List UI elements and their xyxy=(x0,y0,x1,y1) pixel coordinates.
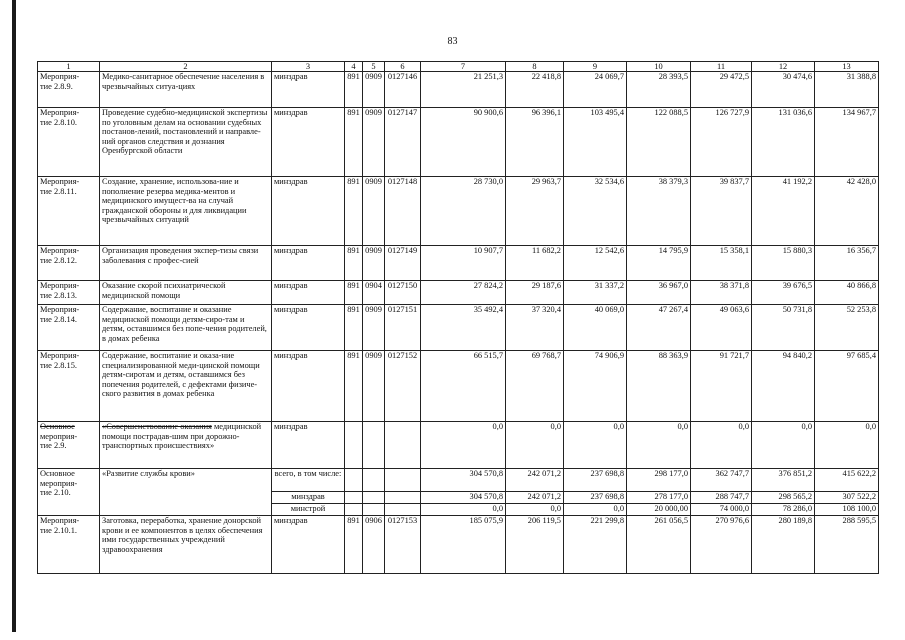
row-agency: всего, в том числе: xyxy=(272,469,345,492)
row-value: 74 000,0 xyxy=(691,504,752,516)
row-code: 0909 xyxy=(363,108,385,177)
row-agency: минздрав xyxy=(272,305,345,351)
row-value: 36 967,0 xyxy=(627,281,691,305)
row-value: 31 337,2 xyxy=(564,281,627,305)
row-code: 891 xyxy=(345,281,363,305)
row-value: 242 071,2 xyxy=(506,492,564,504)
row-agency: минстрой xyxy=(272,504,345,516)
row-code: 891 xyxy=(345,177,363,246)
row-value: 24 069,7 xyxy=(564,72,627,108)
table-row xyxy=(38,72,879,108)
row-code xyxy=(363,504,385,516)
row-code: 0906 xyxy=(363,516,385,574)
row-value: 39 837,7 xyxy=(691,177,752,246)
row-value: 15 358,1 xyxy=(691,246,752,281)
row-value: 29 187,6 xyxy=(506,281,564,305)
row-value: 298 565,2 xyxy=(752,492,815,504)
col-num: 6 xyxy=(385,62,421,72)
row-value: 29 963,7 xyxy=(506,177,564,246)
row-value: 131 036,6 xyxy=(752,108,815,177)
row-value: 22 418,8 xyxy=(506,72,564,108)
col-num: 3 xyxy=(272,62,345,72)
row-value: 103 495,4 xyxy=(564,108,627,177)
col-num: 5 xyxy=(363,62,385,72)
row-name: Организация проведения экспер-тизы связи заболевания с профес-сией xyxy=(100,246,272,281)
row-id-struck: Основное xyxy=(40,422,75,432)
row-value: 221 299,8 xyxy=(564,516,627,574)
row-value: 97 685,4 xyxy=(815,351,879,422)
row-agency: минздрав xyxy=(272,492,345,504)
row-id: Мероприя- тие 2.10.1. xyxy=(38,516,100,574)
row-code xyxy=(385,422,421,469)
col-num: 11 xyxy=(691,62,752,72)
row-value: 0,0 xyxy=(627,422,691,469)
row-value: 206 119,5 xyxy=(506,516,564,574)
row-code xyxy=(345,469,363,492)
row-value: 0,0 xyxy=(564,504,627,516)
row-value: 50 731,8 xyxy=(752,305,815,351)
row-value: 27 824,2 xyxy=(421,281,506,305)
row-code xyxy=(363,469,385,492)
row-value: 96 396,1 xyxy=(506,108,564,177)
row-value: 122 088,5 xyxy=(627,108,691,177)
row-code xyxy=(345,492,363,504)
row-value: 37 320,4 xyxy=(506,305,564,351)
row-code xyxy=(385,492,421,504)
row-code: 0127151 xyxy=(385,305,421,351)
col-num: 13 xyxy=(815,62,879,72)
col-num: 12 xyxy=(752,62,815,72)
row-name: Создание, хранение, использова-ние и пополнение резерва медика-ментов и медицинского имущест-ва на случай гражданской обороны и для ликвидации чрезвычайных ситуаций xyxy=(100,177,272,246)
row-value: 0,0 xyxy=(815,422,879,469)
row-id-rest: мероприя- тие 2.9. xyxy=(40,431,78,451)
table-row xyxy=(38,246,879,281)
row-code: 0127150 xyxy=(385,281,421,305)
row-code: 891 xyxy=(345,516,363,574)
col-num: 4 xyxy=(345,62,363,72)
col-num: 1 xyxy=(38,62,100,72)
row-value: 0,0 xyxy=(421,422,506,469)
col-num: 2 xyxy=(100,62,272,72)
row-id: Мероприя- тие 2.8.14. xyxy=(38,305,100,351)
row-value: 10 907,7 xyxy=(421,246,506,281)
row-value: 0,0 xyxy=(564,422,627,469)
row-code: 0127152 xyxy=(385,351,421,422)
row-name: Содержание, воспитание и оказа-ние специализированной меди-цинской помощи детям-сиротам и детям, оставшимся без попечения родителей, с дефектами физиче-ского развития в домах ребенка xyxy=(100,351,272,422)
row-value: 15 880,3 xyxy=(752,246,815,281)
row-agency: минздрав xyxy=(272,281,345,305)
row-value: 261 056,5 xyxy=(627,516,691,574)
row-value: 74 906,9 xyxy=(564,351,627,422)
row-value: 41 192,2 xyxy=(752,177,815,246)
row-name xyxy=(100,422,272,469)
table-row xyxy=(38,516,879,574)
row-id: Мероприя- тие 2.8.13. xyxy=(38,281,100,305)
row-value: 69 768,7 xyxy=(506,351,564,422)
row-value: 35 492,4 xyxy=(421,305,506,351)
row-code: 891 xyxy=(345,108,363,177)
row-value: 270 976,6 xyxy=(691,516,752,574)
table-row xyxy=(38,281,879,305)
row-code xyxy=(363,422,385,469)
row-value: 78 286,0 xyxy=(752,504,815,516)
table-row xyxy=(38,422,879,469)
row-code: 0904 xyxy=(363,281,385,305)
row-id: Мероприя- тие 2.8.12. xyxy=(38,246,100,281)
row-value: 11 682,2 xyxy=(506,246,564,281)
row-value: 29 472,5 xyxy=(691,72,752,108)
row-code xyxy=(385,469,421,492)
row-id: Основное мероприя- тие 2.10. xyxy=(38,469,100,516)
row-value: 185 075,9 xyxy=(421,516,506,574)
row-value: 134 967,7 xyxy=(815,108,879,177)
table-row xyxy=(38,469,879,492)
row-id: Мероприя- тие 2.8.10. xyxy=(38,108,100,177)
row-id: Мероприя- тие 2.8.9. xyxy=(38,72,100,108)
row-value: 415 622,2 xyxy=(815,469,879,492)
row-value: 0,0 xyxy=(506,422,564,469)
row-value: 28 730,0 xyxy=(421,177,506,246)
row-value: 0,0 xyxy=(506,504,564,516)
col-num: 10 xyxy=(627,62,691,72)
row-value: 38 379,3 xyxy=(627,177,691,246)
row-code xyxy=(385,504,421,516)
row-value: 108 100,0 xyxy=(815,504,879,516)
row-value: 280 189,8 xyxy=(752,516,815,574)
row-value: 21 251,3 xyxy=(421,72,506,108)
row-value: 298 177,0 xyxy=(627,469,691,492)
row-code: 891 xyxy=(345,72,363,108)
row-name-rest: медицинской помощи пострадав-шим при дорожно-транспортных происшествиях» xyxy=(102,422,262,451)
row-value: 49 063,6 xyxy=(691,305,752,351)
row-code xyxy=(345,504,363,516)
row-value: 31 388,8 xyxy=(815,72,879,108)
row-value: 47 267,4 xyxy=(627,305,691,351)
row-value: 14 795,9 xyxy=(627,246,691,281)
row-code xyxy=(363,492,385,504)
row-code: 0127153 xyxy=(385,516,421,574)
row-code: 0909 xyxy=(363,305,385,351)
row-value: 0,0 xyxy=(752,422,815,469)
row-code: 891 xyxy=(345,246,363,281)
row-code: 0909 xyxy=(363,72,385,108)
row-name: Заготовка, переработка, хранение донорской крови и ее компонентов в целях обеспечения ими государственных учреждений здравоохранения xyxy=(100,516,272,574)
col-num: 9 xyxy=(564,62,627,72)
row-value: 88 363,9 xyxy=(627,351,691,422)
table-row xyxy=(38,177,879,246)
row-value: 91 721,7 xyxy=(691,351,752,422)
row-value: 0,0 xyxy=(691,422,752,469)
col-num: 8 xyxy=(506,62,564,72)
row-agency: минздрав xyxy=(272,516,345,574)
row-value: 237 698,8 xyxy=(564,492,627,504)
row-code: 0909 xyxy=(363,177,385,246)
row-code: 891 xyxy=(345,351,363,422)
row-value: 94 840,2 xyxy=(752,351,815,422)
row-name: Оказание скорой психиатрической медицинской помощи xyxy=(100,281,272,305)
row-code: 0909 xyxy=(363,351,385,422)
row-value: 38 371,8 xyxy=(691,281,752,305)
scan-edge-bar xyxy=(12,0,16,632)
row-value: 126 727,9 xyxy=(691,108,752,177)
row-id: Мероприя- тие 2.8.15. xyxy=(38,351,100,422)
row-code: 0127146 xyxy=(385,72,421,108)
row-value: 40 069,0 xyxy=(564,305,627,351)
table-row xyxy=(38,305,879,351)
row-value: 304 570,8 xyxy=(421,469,506,492)
row-value: 304 570,8 xyxy=(421,492,506,504)
row-value: 278 177,0 xyxy=(627,492,691,504)
row-name: Содержание, воспитание и оказание медицинской помощи детям-сиро-там и детям, оставшимся без попе-чения родителей, в домах ребенка xyxy=(100,305,272,351)
row-code xyxy=(345,422,363,469)
row-agency: минздрав xyxy=(272,246,345,281)
row-value: 20 000,00 xyxy=(627,504,691,516)
row-value: 242 071,2 xyxy=(506,469,564,492)
table-row xyxy=(38,351,879,422)
row-value: 90 900,6 xyxy=(421,108,506,177)
row-agency: минздрав xyxy=(272,72,345,108)
row-name-struck: «Совершенствование оказания xyxy=(102,422,212,432)
row-value: 376 851,2 xyxy=(752,469,815,492)
row-value: 30 474,6 xyxy=(752,72,815,108)
row-agency: минздрав xyxy=(272,351,345,422)
row-agency: минздрав xyxy=(272,108,345,177)
col-num: 7 xyxy=(421,62,506,72)
table-row xyxy=(38,108,879,177)
page-number: 83 xyxy=(447,36,458,47)
row-value: 42 428,0 xyxy=(815,177,879,246)
row-value: 39 676,5 xyxy=(752,281,815,305)
row-value: 32 534,6 xyxy=(564,177,627,246)
row-value: 28 393,5 xyxy=(627,72,691,108)
row-name: «Развитие службы крови» xyxy=(100,469,272,516)
row-value: 0,0 xyxy=(421,504,506,516)
row-code: 0127147 xyxy=(385,108,421,177)
row-value: 16 356,7 xyxy=(815,246,879,281)
row-value: 288 595,5 xyxy=(815,516,879,574)
row-value: 12 542,6 xyxy=(564,246,627,281)
row-code: 0909 xyxy=(363,246,385,281)
row-name: Проведение судебно-медицинской экспертизы по уголовным делам на основании судебных постанов-лений, постановлений и направле-ний органов следствия и дознания Оренбургской области xyxy=(100,108,272,177)
row-value: 362 747,7 xyxy=(691,469,752,492)
budget-table xyxy=(37,61,879,574)
row-name: Медико-санитарное обеспечение населения в чрезвычайных ситуа-циях xyxy=(100,72,272,108)
row-id xyxy=(38,422,100,469)
row-value: 66 515,7 xyxy=(421,351,506,422)
row-value: 307 522,2 xyxy=(815,492,879,504)
row-id: Мероприя- тие 2.8.11. xyxy=(38,177,100,246)
row-value: 40 866,8 xyxy=(815,281,879,305)
row-value: 52 253,8 xyxy=(815,305,879,351)
row-value: 237 698,8 xyxy=(564,469,627,492)
row-agency: минздрав xyxy=(272,422,345,469)
row-code: 0127148 xyxy=(385,177,421,246)
column-number-row xyxy=(38,62,879,72)
row-code: 891 xyxy=(345,305,363,351)
row-code: 0127149 xyxy=(385,246,421,281)
row-agency: минздрав xyxy=(272,177,345,246)
row-value: 288 747,7 xyxy=(691,492,752,504)
